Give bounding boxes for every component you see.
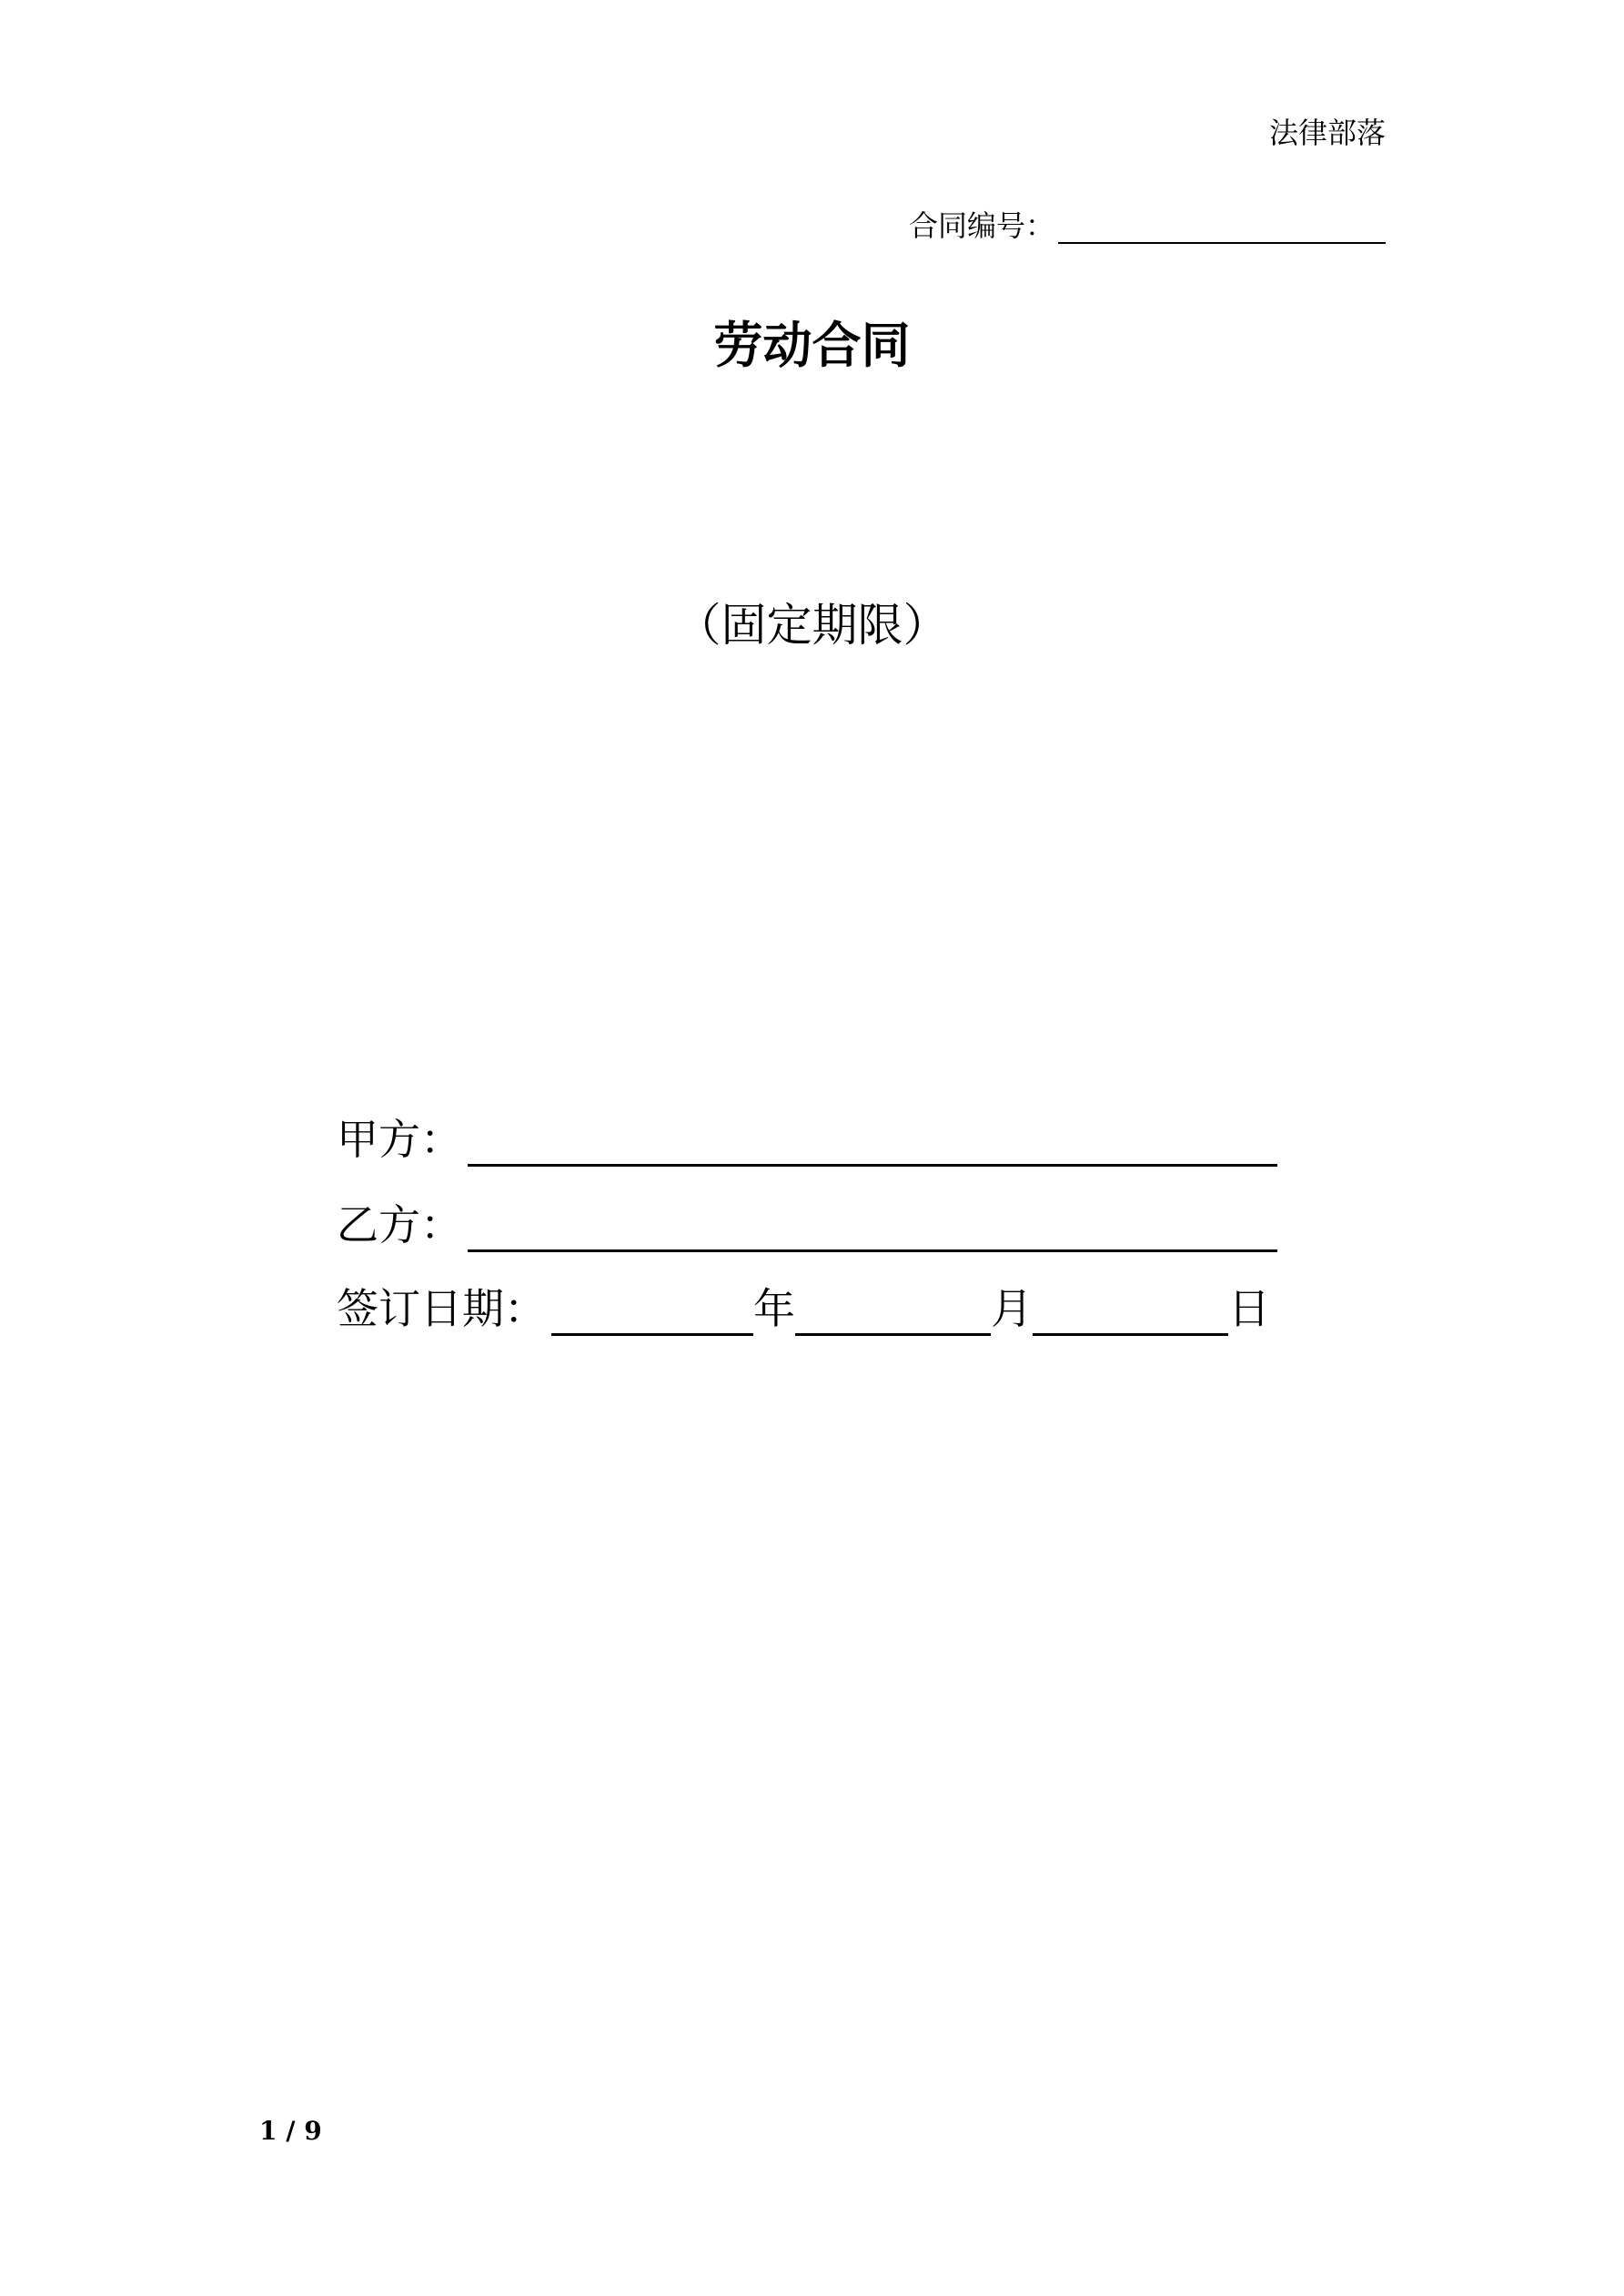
party-a-line [337, 1112, 1277, 1167]
document-subtitle: （固定期限） [675, 599, 949, 652]
signing-date-line [337, 1281, 1270, 1336]
contract-number-label: 合同编号： [908, 208, 1054, 243]
month-blank [795, 1290, 991, 1336]
month-label: 月 [991, 1284, 1033, 1333]
header-label: 法律部落 [1268, 116, 1386, 150]
day-label: 日 [1228, 1284, 1270, 1333]
page-number: 1 / 9 [259, 2116, 322, 2146]
day-blank [1033, 1290, 1228, 1336]
document-title: 劳动合同 [713, 317, 911, 374]
party-a-label: 甲方： [337, 1115, 462, 1164]
contract-number-line [909, 207, 1386, 244]
party-b-line [337, 1198, 1277, 1252]
party-b-blank [468, 1206, 1277, 1252]
party-b-label: 乙方： [337, 1200, 462, 1249]
party-a-blank [468, 1120, 1277, 1167]
year-label: 年 [753, 1284, 795, 1333]
year-blank [551, 1290, 753, 1336]
contract-number-blank [1058, 209, 1386, 244]
signing-date-label: 签订日期： [337, 1284, 546, 1333]
